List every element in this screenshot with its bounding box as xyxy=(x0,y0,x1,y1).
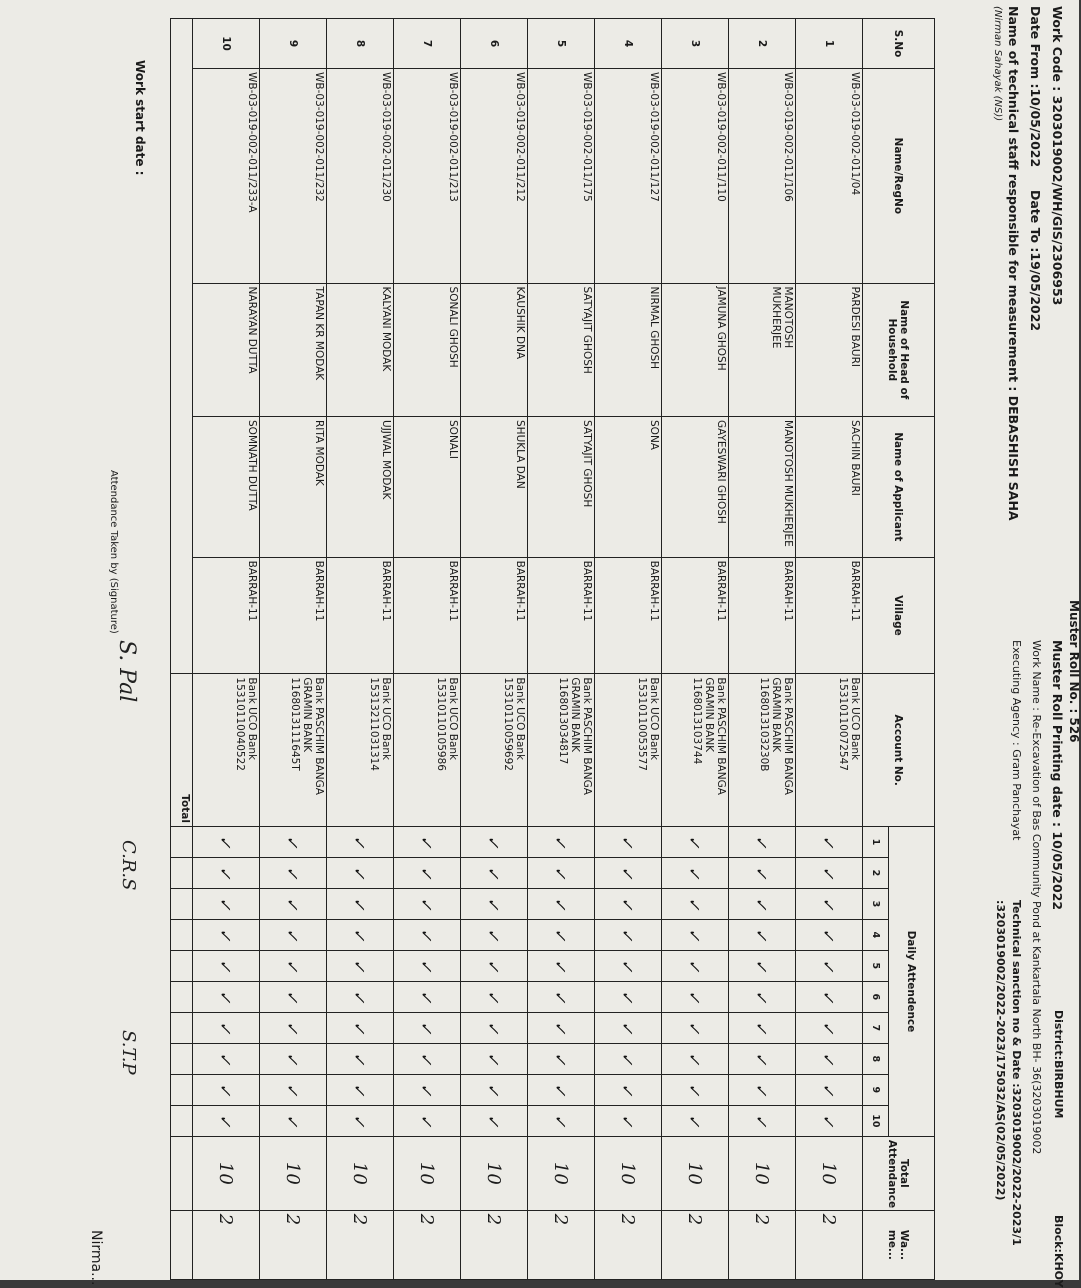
attendance-tick: ✓ xyxy=(193,826,260,857)
attendance-tick: ✓ xyxy=(394,1074,461,1105)
col-head-household: Name of Head of Household xyxy=(863,283,935,416)
applicant-cell: SATYAJIT GHOSH xyxy=(528,417,595,558)
attendance-tick: ✓ xyxy=(327,981,394,1012)
attendance-tick: ✓ xyxy=(193,1074,260,1105)
attendance-tick: ✓ xyxy=(461,857,528,888)
head-cell: SONALI GHOSH xyxy=(394,283,461,416)
account-cell: Bank PASCHIM BANGA GRAMIN BANK 1168013034817 xyxy=(528,674,595,827)
attendance-tick: ✓ xyxy=(394,826,461,857)
attendance-tick: ✓ xyxy=(729,950,796,981)
col-wage xyxy=(863,1210,935,1279)
attendance-tick: ✓ xyxy=(595,1074,662,1105)
day-header-6: 6 xyxy=(863,981,889,1012)
attendance-tick: ✓ xyxy=(260,1105,327,1136)
attendance-tick: ✓ xyxy=(796,826,863,857)
day-header-5: 5 xyxy=(863,950,889,981)
wage-cell: 2 xyxy=(394,1210,461,1279)
head-cell: JAMUNA GHOSH xyxy=(662,283,729,416)
attendance-tick: ✓ xyxy=(394,919,461,950)
sno-cell: 8 xyxy=(327,19,394,69)
total-row-cell xyxy=(171,1136,193,1210)
village-cell: BARRAH-11 xyxy=(595,557,662,674)
regno-cell: WB-03-019-002-011/213 xyxy=(394,69,461,284)
attendance-tick: ✓ xyxy=(193,950,260,981)
signature-2: C.R.S xyxy=(118,840,139,891)
attendance-tick: ✓ xyxy=(729,1012,796,1043)
sno-cell: 7 xyxy=(394,19,461,69)
total-label: Total xyxy=(171,674,193,827)
printing-date: Muster Roll Printing date : 10/05/2022 xyxy=(1050,640,1065,911)
district: District:BIRBHUM xyxy=(1052,1010,1065,1119)
attendance-tick: ✓ xyxy=(796,1043,863,1074)
wage-cell: 2 xyxy=(595,1210,662,1279)
wage-cell: 2 xyxy=(260,1210,327,1279)
attendance-tick: ✓ xyxy=(595,826,662,857)
attendance-tick: ✓ xyxy=(662,857,729,888)
attendance-tick: ✓ xyxy=(595,950,662,981)
work-name: Work Name : Re-Excavation of Bas Community Pond at Kankartala North BH- 36(3203019002 xyxy=(1030,640,1043,1155)
technical-staff-role: (Nirman Sahayak (NS)) xyxy=(992,6,1003,122)
village-cell: BARRAH-11 xyxy=(327,557,394,674)
attendance-tick: ✓ xyxy=(461,919,528,950)
attendance-tick: ✓ xyxy=(662,888,729,919)
attendance-tick: ✓ xyxy=(796,1012,863,1043)
head-cell: SATYAJIT GHOSH xyxy=(528,283,595,416)
attendance-tick: ✓ xyxy=(528,826,595,857)
attendance-tick: ✓ xyxy=(461,888,528,919)
attendance-tick: ✓ xyxy=(729,857,796,888)
attendance-tick: ✓ xyxy=(528,1012,595,1043)
total-attendance-cell: 10 xyxy=(394,1136,461,1210)
attendance-tick: ✓ xyxy=(595,919,662,950)
attendance-tick: ✓ xyxy=(796,1074,863,1105)
attendance-tick: ✓ xyxy=(796,981,863,1012)
col-total-attendance: Total Attendance xyxy=(863,1136,935,1210)
attendance-tick: ✓ xyxy=(327,950,394,981)
attendance-tick: ✓ xyxy=(260,888,327,919)
attendance-tick: ✓ xyxy=(394,981,461,1012)
table-row xyxy=(595,19,662,1280)
attendance-tick: ✓ xyxy=(461,826,528,857)
attendance-tick: ✓ xyxy=(260,950,327,981)
village-cell: BARRAH-11 xyxy=(796,557,863,674)
table-row xyxy=(796,19,863,1280)
attendance-tick: ✓ xyxy=(327,1105,394,1136)
account-cell: Bank PASCHIM BANGA GRAMIN BANK 1168013103230B xyxy=(729,674,796,827)
attendance-tick: ✓ xyxy=(796,919,863,950)
attendance-tick: ✓ xyxy=(528,950,595,981)
attendance-tick: ✓ xyxy=(327,1043,394,1074)
account-cell: Bank UCO Bank 15310110072547 xyxy=(796,674,863,827)
day-header-4: 4 xyxy=(863,919,889,950)
attendance-tick: ✓ xyxy=(327,857,394,888)
day-header-1: 1 xyxy=(863,826,889,857)
attendance-tick: ✓ xyxy=(260,1043,327,1074)
col-village: Village xyxy=(863,557,935,674)
table-row xyxy=(461,19,528,1280)
name-partial: Nirma... xyxy=(88,1230,104,1286)
total-attendance-cell: 10 xyxy=(327,1136,394,1210)
attendance-tick: ✓ xyxy=(528,981,595,1012)
attendance-tick: ✓ xyxy=(796,1105,863,1136)
attendance-tick: ✓ xyxy=(461,1043,528,1074)
applicant-cell: GAYESWARI GHOSH xyxy=(662,417,729,558)
total-attendance-cell: 10 xyxy=(796,1136,863,1210)
head-cell: TAPAN KR MODAK xyxy=(260,283,327,416)
attendance-tick: ✓ xyxy=(327,1012,394,1043)
attendance-tick: ✓ xyxy=(595,888,662,919)
total-attendance-cell: 10 xyxy=(461,1136,528,1210)
attendance-tick: ✓ xyxy=(729,1074,796,1105)
applicant-cell: SHUKLA DAN xyxy=(461,417,528,558)
attendance-tick: ✓ xyxy=(260,1012,327,1043)
attendance-tick: ✓ xyxy=(193,1043,260,1074)
attendance-tick: ✓ xyxy=(662,1043,729,1074)
sno-cell: 6 xyxy=(461,19,528,69)
attendance-tick: ✓ xyxy=(461,1105,528,1136)
regno-cell: WB-03-019-002-011/232 xyxy=(260,69,327,284)
table-row xyxy=(662,19,729,1280)
attendance-tick: ✓ xyxy=(796,888,863,919)
muster-roll-table xyxy=(170,18,935,1280)
sno-cell: 5 xyxy=(528,19,595,69)
work-code: Work Code : 3203019002/WH/GIS/2306953 xyxy=(1050,6,1065,306)
account-cell: Bank PASCHIM BANGA GRAMIN BANK 1168013103744 xyxy=(662,674,729,827)
table-row xyxy=(528,19,595,1280)
table-row xyxy=(729,19,796,1280)
day-header-8: 8 xyxy=(863,1043,889,1074)
table-row xyxy=(394,19,461,1280)
head-cell: KALYANI MODAK xyxy=(327,283,394,416)
table-row xyxy=(260,19,327,1280)
account-cell: Bank UCO Bank 15310110040522 xyxy=(193,674,260,827)
applicant-cell: MANOTOSH MUKHERJEE xyxy=(729,417,796,558)
signature-1: S. Pal xyxy=(114,640,139,703)
attendance-tick: ✓ xyxy=(729,981,796,1012)
attendance-tick: ✓ xyxy=(461,1074,528,1105)
total-row-cell xyxy=(171,1043,193,1074)
table-row xyxy=(193,19,260,1280)
attendance-tick: ✓ xyxy=(528,1074,595,1105)
total-attendance-cell: 10 xyxy=(729,1136,796,1210)
table-row xyxy=(327,19,394,1280)
total-row-cell xyxy=(171,919,193,950)
total-attendance-cell: 10 xyxy=(662,1136,729,1210)
total-row-cell xyxy=(171,826,193,857)
col-applicant: Name of Applicant xyxy=(863,417,935,558)
attendance-tick: ✓ xyxy=(729,826,796,857)
signature-3: S.T.P xyxy=(118,1030,139,1075)
attendance-tick: ✓ xyxy=(260,1074,327,1105)
regno-cell: WB-03-019-002-011/233-A xyxy=(193,69,260,284)
block: Block:KHOY xyxy=(1052,1215,1065,1288)
col-sno: S.No xyxy=(863,19,935,69)
wage-cell: 2 xyxy=(729,1210,796,1279)
total-attendance-cell: 10 xyxy=(193,1136,260,1210)
attendance-tick: ✓ xyxy=(729,1043,796,1074)
attendance-tick: ✓ xyxy=(595,1105,662,1136)
applicant-cell: RITA MODAK xyxy=(260,417,327,558)
total-row-cell xyxy=(171,1105,193,1136)
attendance-tick: ✓ xyxy=(528,1105,595,1136)
regno-cell: WB-03-019-002-011/04 xyxy=(796,69,863,284)
total-attendance-cell: 10 xyxy=(595,1136,662,1210)
head-cell: NARAYAN DUTTA xyxy=(193,283,260,416)
attendance-tick: ✓ xyxy=(394,1105,461,1136)
village-cell: BARRAH-11 xyxy=(729,557,796,674)
regno-cell: WB-03-019-002-011/230 xyxy=(327,69,394,284)
total-row-cell xyxy=(171,1210,193,1279)
applicant-cell: SONA xyxy=(595,417,662,558)
attendance-tick: ✓ xyxy=(193,919,260,950)
wage-cell: 2 xyxy=(662,1210,729,1279)
applicant-cell: SACHIN BAURI xyxy=(796,417,863,558)
technical-sanction-date: :3203019002/2022-2023/175032/AS(02/05/2022) xyxy=(994,900,1007,1201)
attendance-tick: ✓ xyxy=(595,1043,662,1074)
applicant-cell: SOMNATH DUTTA xyxy=(193,417,260,558)
attendance-tick: ✓ xyxy=(528,888,595,919)
head-cell: KAUSHIK DNA xyxy=(461,283,528,416)
attendance-tick: ✓ xyxy=(729,919,796,950)
total-attendance-cell: 10 xyxy=(260,1136,327,1210)
muster-roll-number: Muster Roll No. : 526 xyxy=(1067,600,1081,743)
day-header-7: 7 xyxy=(863,1012,889,1043)
attendance-tick: ✓ xyxy=(193,1012,260,1043)
attendance-tick: ✓ xyxy=(260,826,327,857)
attendance-tick: ✓ xyxy=(394,1043,461,1074)
wage-cell: 2 xyxy=(461,1210,528,1279)
sno-cell: 9 xyxy=(260,19,327,69)
day-header-10: 10 xyxy=(863,1105,889,1136)
attendance-tick: ✓ xyxy=(193,1105,260,1136)
day-header-3: 3 xyxy=(863,888,889,919)
total-row xyxy=(171,19,193,1280)
attendance-tick: ✓ xyxy=(327,826,394,857)
wage-cell: 2 xyxy=(193,1210,260,1279)
col-wage-label: Wa... xyxy=(898,1229,911,1261)
attendance-tick: ✓ xyxy=(528,919,595,950)
technical-sanction: Technical sanction no & Date :3203019002/2022-2023/1 xyxy=(1010,900,1023,1246)
attendance-tick: ✓ xyxy=(394,888,461,919)
attendance-tick: ✓ xyxy=(662,1105,729,1136)
attendance-tick: ✓ xyxy=(461,950,528,981)
regno-cell: WB-03-019-002-011/110 xyxy=(662,69,729,284)
attendance-tick: ✓ xyxy=(662,919,729,950)
attendance-tick: ✓ xyxy=(796,950,863,981)
total-row-cell xyxy=(171,888,193,919)
village-cell: BARRAH-11 xyxy=(260,557,327,674)
total-row-cell xyxy=(171,1012,193,1043)
attendance-tick: ✓ xyxy=(394,1012,461,1043)
executing-agency: Executing Agency : Gram Panchayat xyxy=(1010,640,1023,841)
date-to: Date To :19/05/2022 xyxy=(1028,190,1043,332)
total-row-cell xyxy=(171,981,193,1012)
attendance-tick: ✓ xyxy=(327,888,394,919)
sno-cell: 2 xyxy=(729,19,796,69)
village-cell: BARRAH-11 xyxy=(193,557,260,674)
attendance-tick: ✓ xyxy=(662,1074,729,1105)
regno-cell: WB-03-019-002-011/175 xyxy=(528,69,595,284)
account-cell: Bank UCO Bank 15310110059692 xyxy=(461,674,528,827)
head-cell: MANOTOSH MUKHERJEE xyxy=(729,283,796,416)
sno-cell: 10 xyxy=(193,19,260,69)
attendance-tick: ✓ xyxy=(662,950,729,981)
attendance-tick: ✓ xyxy=(394,857,461,888)
attendance-taken-label: Attendance Taken by (Signature) xyxy=(108,470,119,634)
sno-cell: 3 xyxy=(662,19,729,69)
attendance-tick: ✓ xyxy=(461,981,528,1012)
sno-cell: 4 xyxy=(595,19,662,69)
applicant-cell: UJJWAL MODAK xyxy=(327,417,394,558)
wage-cell: 2 xyxy=(796,1210,863,1279)
wage-cell: 2 xyxy=(528,1210,595,1279)
total-row-cell xyxy=(171,950,193,981)
village-cell: BARRAH-11 xyxy=(394,557,461,674)
sno-cell: 1 xyxy=(796,19,863,69)
regno-cell: WB-03-019-002-011/106 xyxy=(729,69,796,284)
attendance-tick: ✓ xyxy=(193,857,260,888)
account-cell: Bank UCO Bank 15310110105986 xyxy=(394,674,461,827)
account-cell: Bank UCO Bank 15310110053577 xyxy=(595,674,662,827)
date-from: Date From :10/05/2022 xyxy=(1028,6,1043,168)
col-daily-attendance: Daily Attendence xyxy=(889,826,935,1136)
attendance-tick: ✓ xyxy=(260,981,327,1012)
village-cell: BARRAH-11 xyxy=(662,557,729,674)
attendance-tick: ✓ xyxy=(729,1105,796,1136)
head-cell: PARDESI BAURI xyxy=(796,283,863,416)
attendance-tick: ✓ xyxy=(595,857,662,888)
village-cell: BARRAH-11 xyxy=(461,557,528,674)
head-cell: NIRMAL GHOSH xyxy=(595,283,662,416)
attendance-tick: ✓ xyxy=(193,888,260,919)
total-row-cell xyxy=(171,857,193,888)
col-wage-sub: me... xyxy=(886,1229,899,1260)
attendance-tick: ✓ xyxy=(528,857,595,888)
total-attendance-cell: 10 xyxy=(528,1136,595,1210)
account-cell: Bank UCO Bank 15313211031314 xyxy=(327,674,394,827)
col-name-regno: Name/RegNo xyxy=(863,69,935,284)
account-cell: Bank PASCHIM BANGA GRAMIN BANK 1168013111645T xyxy=(260,674,327,827)
total-row-cell xyxy=(171,1074,193,1105)
regno-cell: WB-03-019-002-011/127 xyxy=(595,69,662,284)
day-header-9: 9 xyxy=(863,1074,889,1105)
attendance-tick: ✓ xyxy=(662,981,729,1012)
attendance-tick: ✓ xyxy=(595,1012,662,1043)
attendance-tick: ✓ xyxy=(193,981,260,1012)
attendance-tick: ✓ xyxy=(796,857,863,888)
roll-body xyxy=(171,19,863,1280)
attendance-tick: ✓ xyxy=(327,919,394,950)
total-row-blank xyxy=(171,19,193,674)
col-account-no: Account No. xyxy=(863,674,935,827)
applicant-cell: SONALI xyxy=(394,417,461,558)
work-start-date: Work start date : xyxy=(133,60,147,176)
village-cell: BARRAH-11 xyxy=(528,557,595,674)
attendance-tick: ✓ xyxy=(260,857,327,888)
attendance-tick: ✓ xyxy=(729,888,796,919)
attendance-tick: ✓ xyxy=(528,1043,595,1074)
attendance-tick: ✓ xyxy=(662,826,729,857)
technical-staff: Name of technical staff responsible for measurement : DEBASHISH SAHA xyxy=(1006,6,1021,521)
attendance-tick: ✓ xyxy=(260,919,327,950)
attendance-tick: ✓ xyxy=(662,1012,729,1043)
day-header-2: 2 xyxy=(863,857,889,888)
attendance-tick: ✓ xyxy=(394,950,461,981)
attendance-tick: ✓ xyxy=(461,1012,528,1043)
wage-cell: 2 xyxy=(327,1210,394,1279)
regno-cell: WB-03-019-002-011/212 xyxy=(461,69,528,284)
attendance-tick: ✓ xyxy=(595,981,662,1012)
attendance-tick: ✓ xyxy=(327,1074,394,1105)
